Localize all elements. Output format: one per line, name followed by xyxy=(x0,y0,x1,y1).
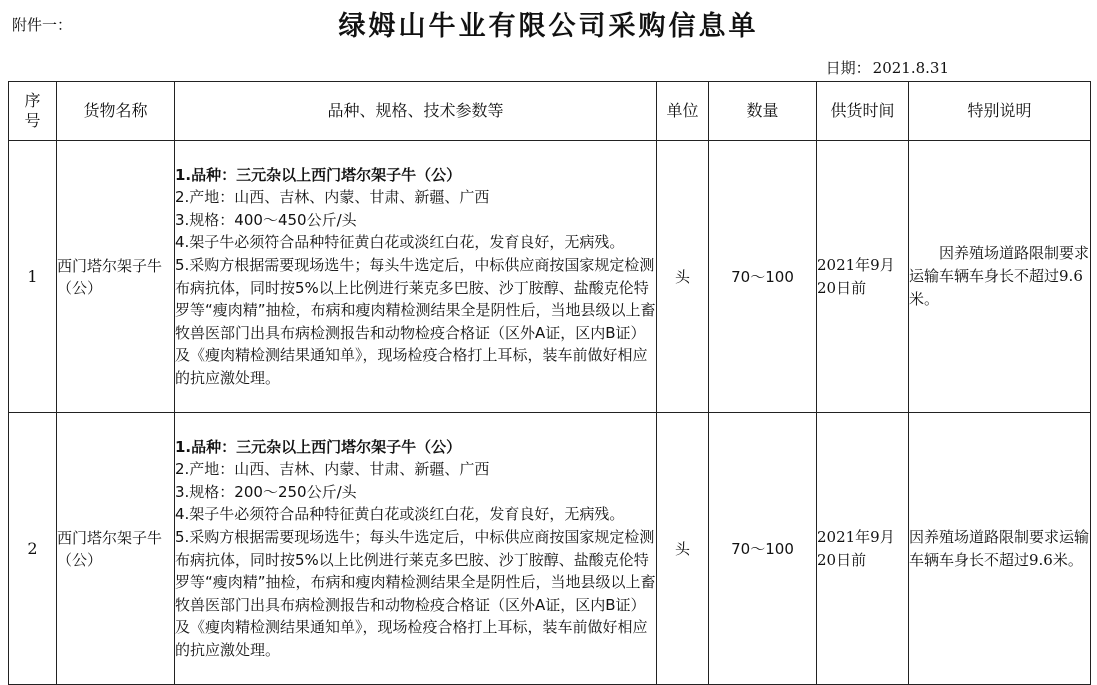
date-label: 日期： xyxy=(825,59,871,77)
table-header-row xyxy=(9,82,1091,141)
unit: 头 xyxy=(657,413,709,685)
column-header-index: 序号 xyxy=(9,82,57,141)
document-title: 绿姆山牛业有限公司采购信息单 xyxy=(338,11,759,42)
quantity: 70～100 xyxy=(709,413,817,685)
spec-requirement: 4.架子牛必须符合品种特征黄白花或淡红白花，发育良好，无病残。 xyxy=(175,233,625,252)
row-index-value: 1 xyxy=(27,267,38,286)
column-header-specs: 品种、规格、技术参数等 xyxy=(175,82,657,141)
attachment-label: 附件一： xyxy=(12,16,73,34)
spec-origin: 2.产地：山西、吉林、内蒙、甘肃、新疆、广西 xyxy=(175,460,490,479)
row-index xyxy=(9,141,57,413)
date-line xyxy=(824,57,949,78)
goods-specs xyxy=(175,141,657,413)
unit: 头 xyxy=(657,141,709,413)
spec-origin: 2.产地：山西、吉林、内蒙、甘肃、新疆、广西 xyxy=(175,188,490,207)
goods-name: 西门塔尔架子牛（公） xyxy=(57,413,175,685)
spec-variety: 1.品种：三元杂以上西门塔尔架子牛（公） xyxy=(175,437,462,456)
table-row xyxy=(9,413,1091,685)
spec-size: 3.规格：200～250公斤/头 xyxy=(175,482,357,501)
row-index xyxy=(9,413,57,685)
special-note: 因养殖场道路限制要求运输车辆车身长不超过9.6米。 xyxy=(909,413,1091,685)
column-header-name: 货物名称 xyxy=(57,82,175,141)
date-value: 2021.8.31 xyxy=(872,59,949,77)
column-header-note: 特别说明 xyxy=(909,82,1091,141)
spec-size: 3.规格：400～450公斤/头 xyxy=(175,210,357,229)
special-note: 因养殖场道路限制要求运输车辆车身长不超过9.6米。 xyxy=(909,141,1091,413)
delivery-time: 2021年9月20日前 xyxy=(817,141,909,413)
goods-name: 西门塔尔架子牛（公） xyxy=(57,141,175,413)
quantity: 70～100 xyxy=(709,141,817,413)
table-row xyxy=(9,141,1091,413)
delivery-time: 2021年9月20日前 xyxy=(817,413,909,685)
goods-specs xyxy=(175,413,657,685)
column-header-delivery-time: 供货时间 xyxy=(817,82,909,141)
spec-inspection: 5.采购方根据需要现场选牛；每头牛选定后，中标供应商按国家规定检测布病抗体，同时按5%以上比例进行莱克多巴胺、沙丁胺醇、盐酸克伦特罗等“瘦肉精”抽检，布病和瘦肉精检测结果全是阴性后，当地县级以上畜牧兽医部门出具布病检测报告和动物检疫合格证（区外A证，区内B证）及《瘦肉精检测结果通知单》，现场检疫合格打上耳标，装车前做好相应的抗应激处理。 xyxy=(175,255,656,387)
spec-inspection: 5.采购方根据需要现场选牛；每头牛选定后，中标供应商按国家规定检测布病抗体，同时按5%以上比例进行莱克多巴胺、沙丁胺醇、盐酸克伦特罗等“瘦肉精”抽检，布病和瘦肉精检测结果全是阴性后，当地县级以上畜牧兽医部门出具布病检测报告和动物检疫合格证（区外A证，区内B证）及《瘦肉精检测结果通知单》，现场检疫合格打上耳标，装车前做好相应的抗应激处理。 xyxy=(175,527,656,659)
column-header-quantity: 数量 xyxy=(709,82,817,141)
column-header-unit: 单位 xyxy=(657,82,709,141)
row-index-value: 2 xyxy=(27,539,38,558)
spec-variety: 1.品种：三元杂以上西门塔尔架子牛（公） xyxy=(175,165,462,184)
procurement-table xyxy=(8,81,1091,685)
spec-requirement: 4.架子牛必须符合品种特征黄白花或淡红白花，发育良好，无病残。 xyxy=(175,505,625,524)
